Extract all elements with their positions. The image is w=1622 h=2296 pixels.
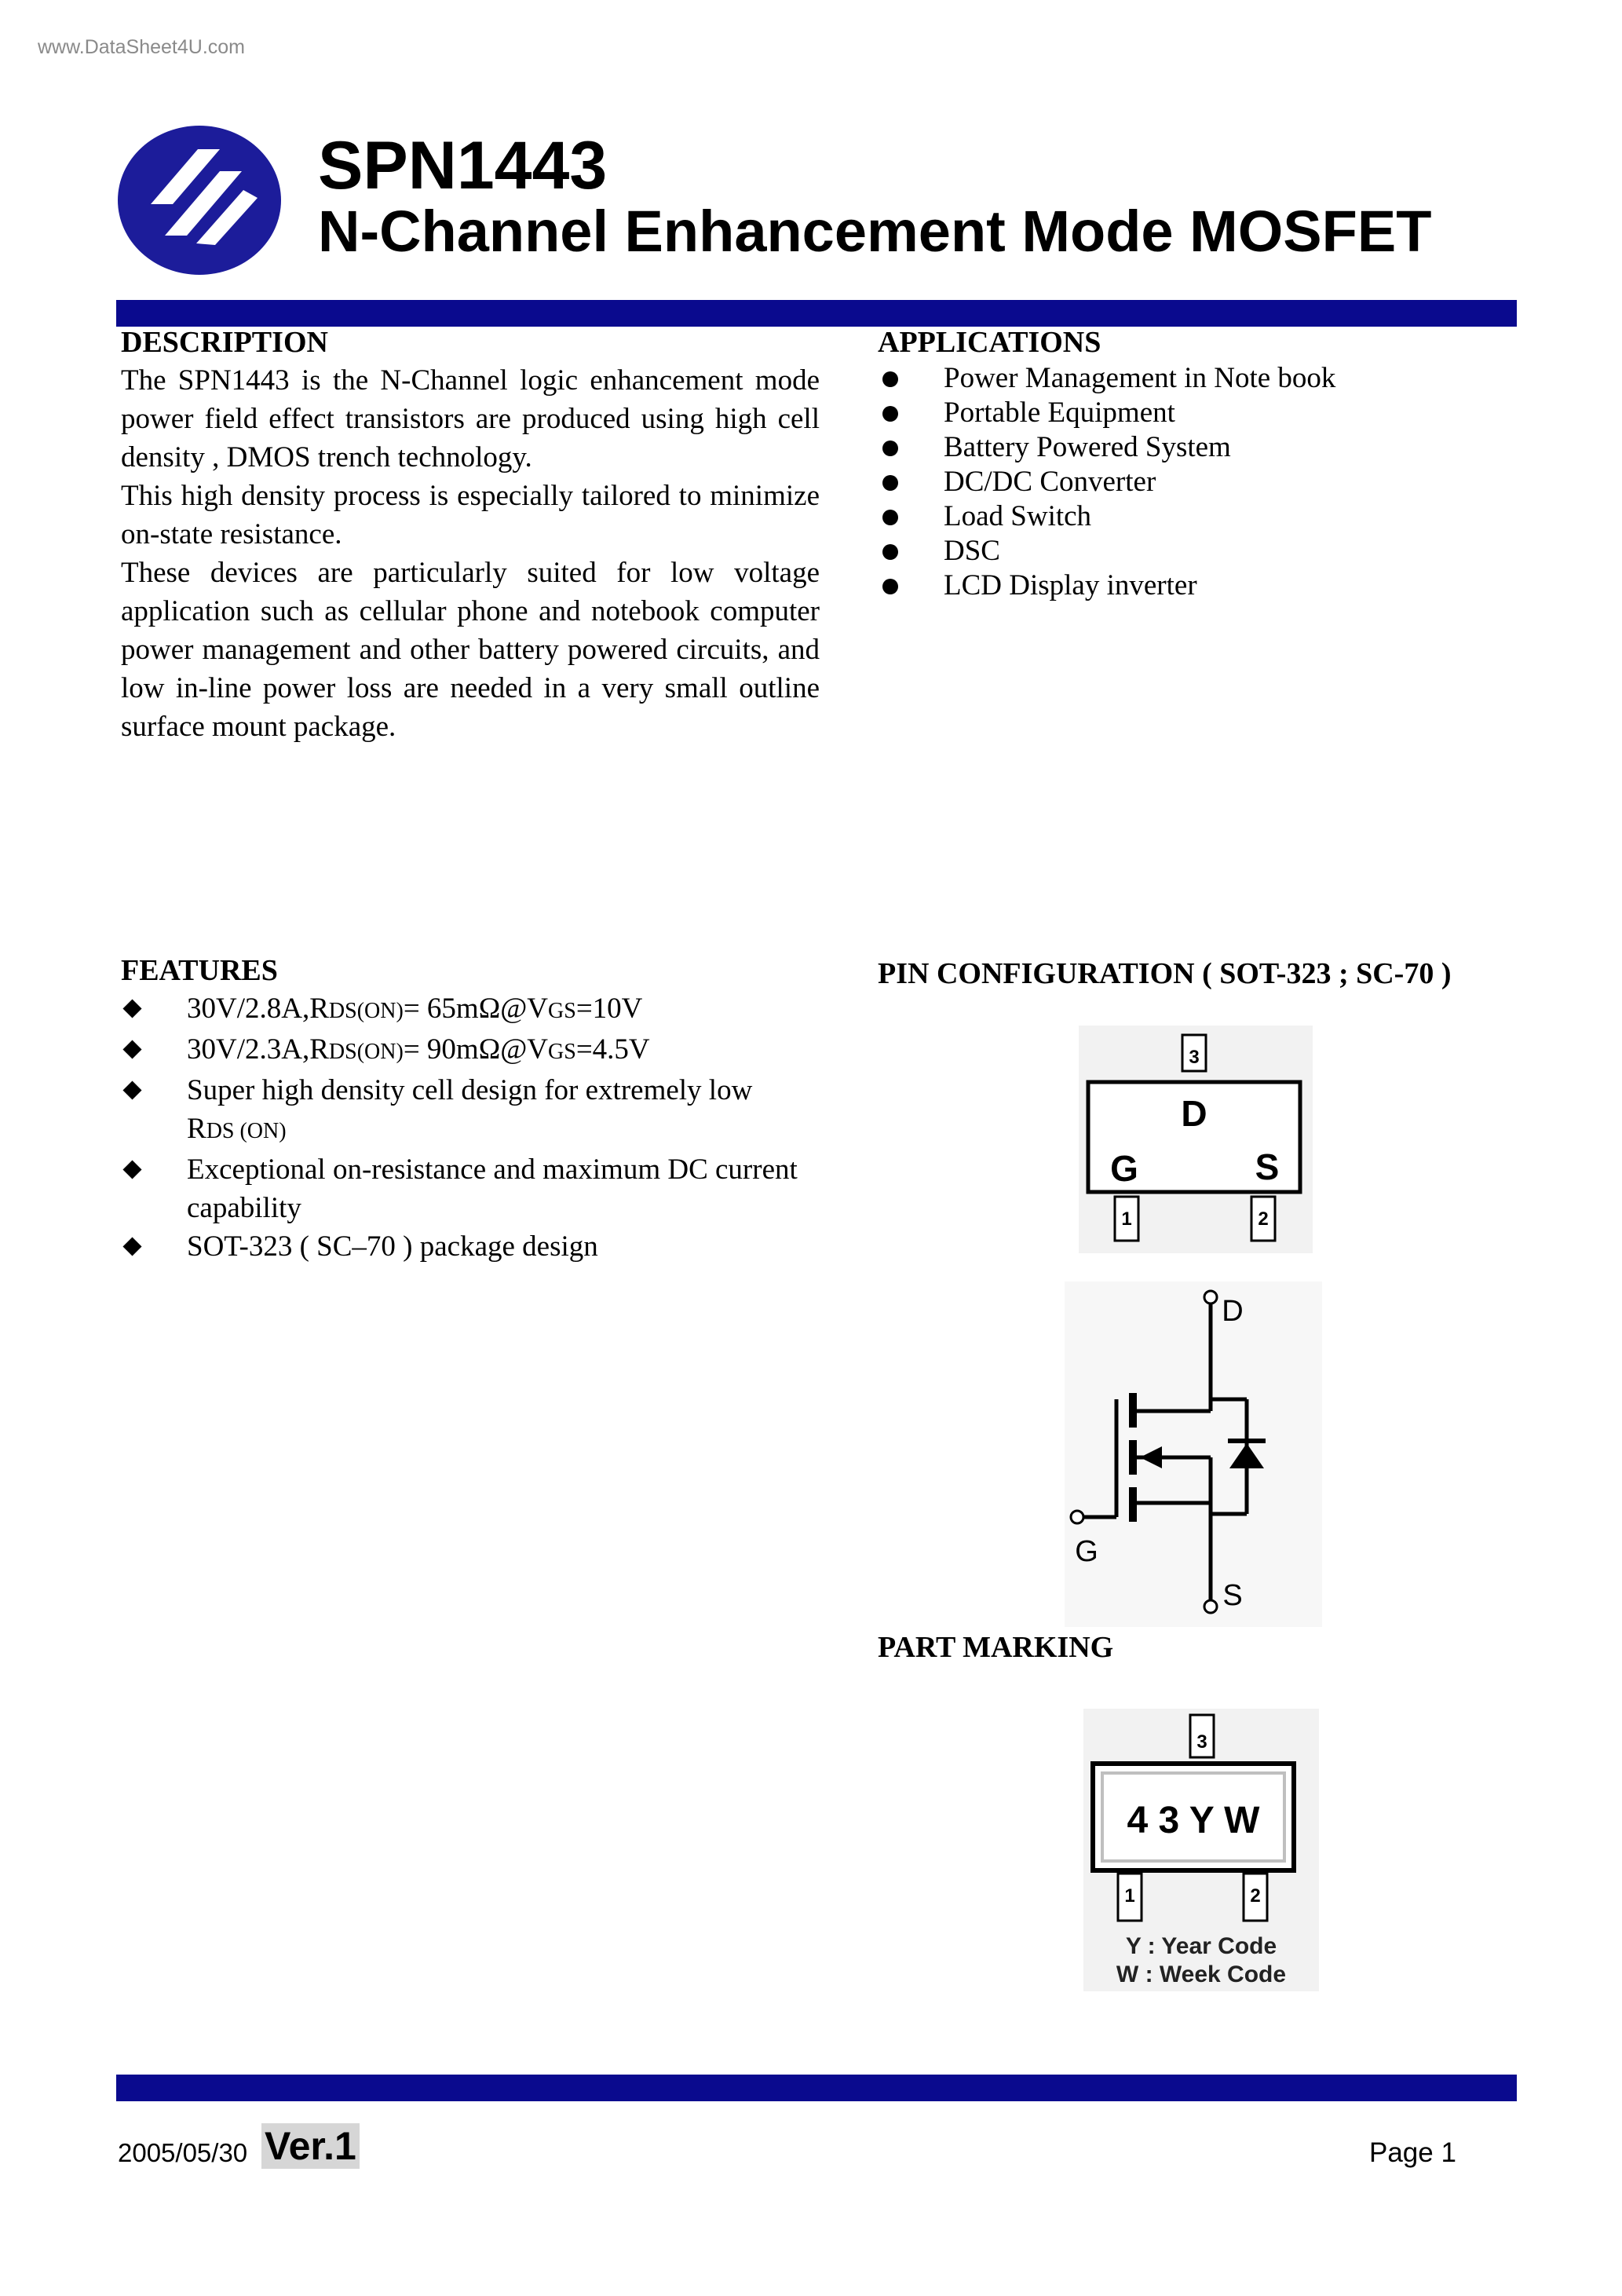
week-code-legend: W : Week Code [1116,1961,1287,1987]
drain-label: D [1181,1093,1207,1134]
mark-pin-2-number: 2 [1250,1885,1261,1907]
description-paragraph-1: The SPN1443 is the N-Channel logic enhancement mode power field effect transistors are produced using high cell density , DMOS trench technology. [121,364,820,473]
company-logo [118,126,281,275]
marking-code: 4 3 Y W [1127,1800,1260,1841]
year-code-legend: Y : Year Code [1125,1933,1277,1959]
list-item: Load Switch [878,499,1522,534]
features-list [121,989,827,1266]
applications-section [878,324,1522,603]
bullet-icon [882,441,898,456]
bullet-icon [882,406,898,422]
part-marking-diagram [1083,1709,1319,1991]
features-section [121,952,827,1266]
list-item: LCD Display inverter [878,569,1522,603]
pin-3-number: 3 [1189,1047,1200,1068]
mark-pin-3-number: 3 [1196,1731,1207,1753]
gate-label: G [1110,1148,1138,1189]
header-divider-bar [116,300,1517,327]
footer-date: 2005/05/30 [118,2138,248,2167]
schematic-gate-label: G [1075,1535,1098,1568]
pin-configuration-heading: PIN CONFIGURATION ( SOT-323 ; SC-70 ) [878,957,1452,990]
diamond-bullet-icon [122,1080,141,1099]
list-item: Battery Powered System [878,430,1522,465]
diamond-bullet-icon [122,1237,141,1256]
schematic-drain-label: D [1222,1295,1244,1328]
description-paragraph-3: These devices are particularly suited for low voltage application such as cellular phone and notebook computer power management and other battery powered circuits, and low in-line power loss are needed in a very small outline surface mount package. [121,557,820,743]
page-number: Page 1 [1369,2137,1456,2168]
version-badge: Ver.1 [261,2123,360,2169]
bullet-icon [882,579,898,594]
applications-heading: APPLICATIONS [878,326,1101,359]
part-marking-heading: PART MARKING [878,1631,1114,1664]
feature-item: 30V/2.3A,RDS(ON)= 90mΩ@VGS=4.5V [121,1030,827,1071]
mosfet-schematic [1065,1281,1322,1627]
pin-1-number: 1 [1121,1208,1132,1230]
pin-2-number: 2 [1258,1208,1269,1230]
part-number-title: SPN1443 [318,128,608,203]
applications-list [878,361,1522,603]
source-label: S [1255,1146,1280,1187]
diamond-bullet-icon [122,1160,141,1179]
features-heading: FEATURES [121,954,278,987]
footer-divider-bar [116,2075,1517,2101]
watermark-text: www.DataSheet4U.com [38,36,246,58]
description-heading: DESCRIPTION [121,326,328,359]
description-paragraph-2: This high density process is especially tailored to minimize on-state resistance. [121,480,820,550]
list-item: DSC [878,534,1522,569]
bullet-icon [882,544,898,560]
list-item: DC/DC Converter [878,465,1522,499]
bullet-icon [882,475,898,491]
list-item: Power Management in Note book [878,361,1522,396]
list-item: Portable Equipment [878,396,1522,430]
description-section [121,324,820,746]
pin-package-diagram [1079,1026,1313,1253]
diamond-bullet-icon [122,999,141,1018]
product-subtitle: N-Channel Enhancement Mode MOSFET [318,199,1432,264]
diamond-bullet-icon [122,1040,141,1058]
feature-item: Super high density cell design for extremely low RDS (ON) [121,1071,827,1150]
bullet-icon [882,371,898,387]
bullet-icon [882,510,898,525]
feature-item: 30V/2.8A,RDS(ON)= 65mΩ@VGS=10V [121,989,827,1030]
feature-item: SOT-323 ( SC–70 ) package design [121,1227,827,1266]
schematic-source-label: S [1222,1579,1243,1612]
mark-pin-1-number: 1 [1124,1885,1135,1907]
feature-item: Exceptional on-resistance and maximum DC current capability [121,1150,799,1227]
